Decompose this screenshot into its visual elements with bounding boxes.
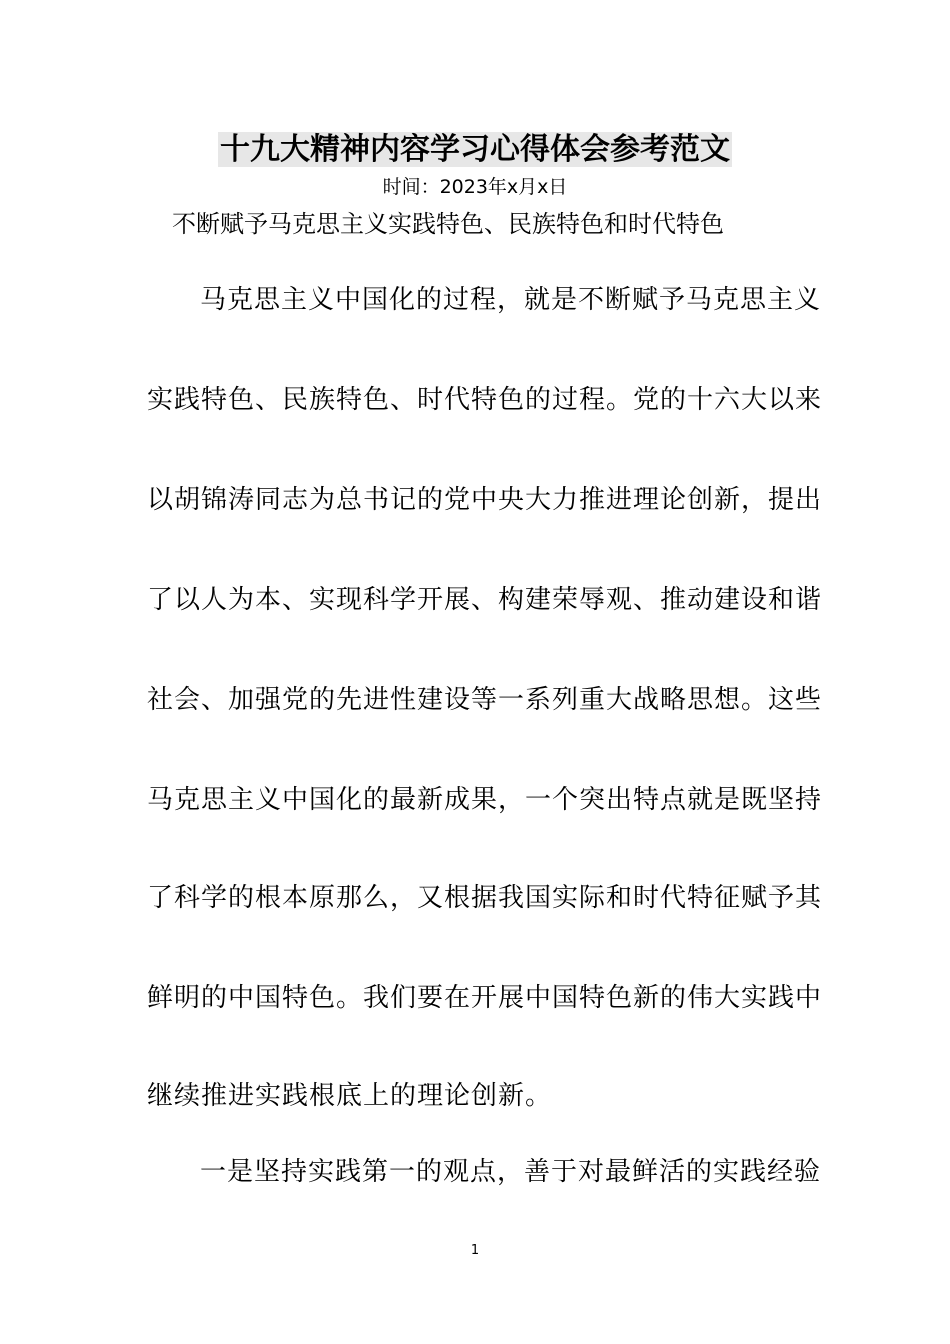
section-subtitle: 不断赋予马克思主义实践特色、民族特色和时代特色	[172, 210, 724, 238]
body-line: 社会、加强党的先进性建设等一系列重大战略思想。这些	[147, 685, 823, 715]
body-line: 马克思主义中国化的过程，就是不断赋予马克思主义	[200, 285, 822, 315]
body-line: 继续推进实践根底上的理论创新。	[147, 1081, 553, 1111]
body-line: 一是坚持实践第一的观点，善于对最鲜活的实践经验	[200, 1157, 822, 1187]
body-line: 了科学的根本原那么，又根据我国实际和时代特征赋予其	[147, 883, 823, 913]
title-text: 十九大精神内容学习心得体会参考范文	[220, 132, 730, 167]
date-line: 时间：2023年x月x日	[382, 176, 568, 198]
page-number: 1	[470, 1243, 480, 1258]
body-line: 马克思主义中国化的最新成果，一个突出特点就是既坚持	[147, 785, 823, 815]
body-line: 实践特色、民族特色、时代特色的过程。党的十六大以来	[147, 385, 823, 415]
document-title	[0, 128, 950, 172]
body-line: 鲜明的中国特色。我们要在开展中国特色新的伟大实践中	[147, 983, 823, 1013]
body-line: 以胡锦涛同志为总书记的党中央大力推进理论创新，提出	[147, 485, 823, 515]
body-line: 了以人为本、实现科学开展、构建荣辱观、推动建设和谐	[147, 585, 823, 615]
